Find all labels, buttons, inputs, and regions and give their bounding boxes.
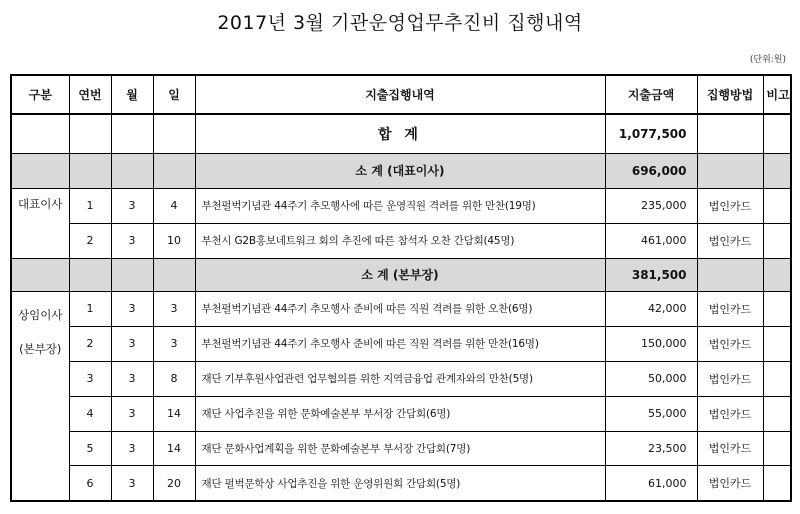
header-month: 월 — [111, 75, 153, 114]
group-name — [11, 291, 69, 501]
row-month: 3 — [111, 188, 153, 223]
row-description: 부천펄벅기념관 44주기 추모행사에 따른 운영직원 격려를 위한 만찬(19명) — [195, 188, 605, 223]
row-remarks — [763, 361, 791, 396]
total-amount: 1,077,500 — [605, 114, 697, 153]
row-seq: 5 — [69, 431, 111, 466]
table-row — [11, 431, 791, 466]
header-seq: 연번 — [69, 75, 111, 114]
table-row — [11, 466, 791, 501]
row-seq: 4 — [69, 396, 111, 431]
table-row — [11, 326, 791, 361]
row-day: 10 — [153, 223, 195, 258]
header-row — [11, 75, 791, 114]
table-row — [11, 291, 791, 326]
row-day: 4 — [153, 188, 195, 223]
table-row — [11, 223, 791, 258]
subtotal-row — [11, 153, 791, 188]
row-day: 20 — [153, 466, 195, 501]
row-amount: 150,000 — [605, 326, 697, 361]
row-remarks — [763, 466, 791, 501]
row-amount: 461,000 — [605, 223, 697, 258]
row-month: 3 — [111, 361, 153, 396]
header-description: 지출집행내역 — [195, 75, 605, 114]
row-description: 부천펄벅기념관 44주기 추모행사 준비에 따른 직원 격려를 위한 오찬(6명) — [195, 291, 605, 326]
row-seq: 6 — [69, 466, 111, 501]
header-method: 집행방법 — [697, 75, 763, 114]
header-remarks: 비고 — [763, 75, 791, 114]
row-description: 재단 기부후원사업관련 업무협의를 위한 지역금융업 관계자와의 만찬(5명) — [195, 361, 605, 396]
row-method: 법인카드 — [697, 291, 763, 326]
row-remarks — [763, 223, 791, 258]
row-seq: 2 — [69, 223, 111, 258]
row-month: 3 — [111, 326, 153, 361]
row-method: 법인카드 — [697, 361, 763, 396]
row-description: 재단 사업추진을 위한 문화예술본부 부서장 간담회(6명) — [195, 396, 605, 431]
row-amount: 23,500 — [605, 431, 697, 466]
row-day: 14 — [153, 431, 195, 466]
group-name: 대표이사 — [11, 188, 69, 258]
group-name-line1: 상임이사 — [18, 307, 63, 322]
row-method: 법인카드 — [697, 466, 763, 501]
row-remarks — [763, 396, 791, 431]
row-day: 3 — [153, 291, 195, 326]
row-remarks — [763, 431, 791, 466]
row-amount: 61,000 — [605, 466, 697, 501]
row-amount: 50,000 — [605, 361, 697, 396]
unit-note: (단위:원) — [749, 55, 786, 65]
row-seq: 2 — [69, 326, 111, 361]
table-row — [11, 188, 791, 223]
subtotal-amount: 696,000 — [605, 153, 697, 188]
row-day: 3 — [153, 326, 195, 361]
document-title: 2017년 3월 기관운영업무추진비 집행내역 — [217, 12, 583, 34]
row-description: 부천펄벅기념관 44주기 추모행사 준비에 따른 직원 격려를 위한 만찬(16명) — [195, 326, 605, 361]
header-day: 일 — [153, 75, 195, 114]
subtotal-row — [11, 258, 791, 291]
row-seq: 3 — [69, 361, 111, 396]
row-remarks — [763, 291, 791, 326]
row-day: 14 — [153, 396, 195, 431]
row-day: 8 — [153, 361, 195, 396]
row-remarks — [763, 326, 791, 361]
subtotal-label: 소 계 (본부장) — [195, 258, 605, 291]
row-method: 법인카드 — [697, 326, 763, 361]
group-name-line2: (본부장) — [19, 341, 62, 356]
row-month: 3 — [111, 396, 153, 431]
row-method: 법인카드 — [697, 223, 763, 258]
subtotal-amount: 381,500 — [605, 258, 697, 291]
row-amount: 42,000 — [605, 291, 697, 326]
total-label: 합 계 — [195, 114, 605, 153]
row-amount: 55,000 — [605, 396, 697, 431]
expense-table — [10, 74, 792, 502]
row-month: 3 — [111, 431, 153, 466]
header-category: 구분 — [11, 75, 69, 114]
total-row — [11, 114, 791, 153]
table-row — [11, 361, 791, 396]
row-description: 재단 펄벅문학상 사업추진을 위한 운영위원회 간담회(5명) — [195, 466, 605, 501]
row-remarks — [763, 188, 791, 223]
row-description: 재단 문화사업계획을 위한 문화예술본부 부서장 간담회(7명) — [195, 431, 605, 466]
row-amount: 235,000 — [605, 188, 697, 223]
subtotal-label: 소 계 (대표이사) — [195, 153, 605, 188]
table-row — [11, 396, 791, 431]
row-month: 3 — [111, 466, 153, 501]
row-month: 3 — [111, 291, 153, 326]
row-method: 법인카드 — [697, 396, 763, 431]
row-description: 부천시 G2B홍보네트워크 회의 추진에 따른 참석자 오찬 간담회(45명) — [195, 223, 605, 258]
row-method: 법인카드 — [697, 188, 763, 223]
row-method: 법인카드 — [697, 431, 763, 466]
header-amount: 지출금액 — [605, 75, 697, 114]
row-seq: 1 — [69, 188, 111, 223]
row-month: 3 — [111, 223, 153, 258]
row-seq: 1 — [69, 291, 111, 326]
